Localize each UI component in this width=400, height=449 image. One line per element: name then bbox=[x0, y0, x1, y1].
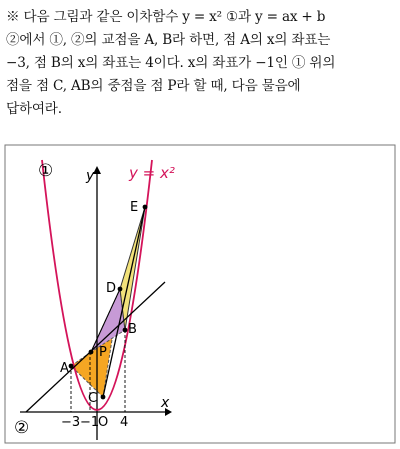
point-d-label: D bbox=[106, 281, 117, 296]
problem-line-4: 점을 점 C, AB의 중점을 점 P라 할 때, 다음 물음에 bbox=[6, 78, 301, 94]
problem-line-2: ②에서 ①, ②의 교점을 A, B라 하면, 점 A의 x의 좌표는 bbox=[6, 32, 331, 48]
figure-frame bbox=[5, 145, 395, 443]
tick-label-minus3: −3 bbox=[61, 415, 81, 430]
curve-label: y = x² bbox=[129, 164, 175, 182]
y-axis-label: y bbox=[86, 168, 95, 184]
graph-svg bbox=[0, 140, 400, 445]
segment-ce bbox=[103, 207, 145, 397]
point-b-label: B bbox=[128, 322, 137, 337]
point-c-label: C bbox=[88, 391, 98, 406]
graph-figure bbox=[0, 140, 400, 445]
problem-line-1: ※ 다음 그림과 같은 이차함수 y = x² ①과 y = ax + b bbox=[6, 9, 326, 25]
point-b-dot bbox=[123, 328, 128, 333]
point-e-dot bbox=[143, 205, 148, 210]
origin-label: O bbox=[98, 415, 109, 430]
point-d-dot bbox=[118, 287, 123, 292]
problem-text bbox=[6, 6, 398, 121]
point-a-label: A bbox=[60, 361, 69, 376]
curve-marker: ① bbox=[38, 161, 54, 181]
point-p-label: P bbox=[99, 345, 107, 360]
problem-line-3: −3, 점 B의 x의 좌표는 4이다. x의 좌표가 −1인 ① 위의 bbox=[6, 55, 336, 71]
x-axis-label: x bbox=[161, 395, 170, 411]
problem-line-5: 답하여라. bbox=[6, 101, 62, 117]
line-marker: ② bbox=[14, 418, 30, 438]
point-c-dot bbox=[101, 395, 106, 400]
point-p-dot bbox=[89, 350, 94, 355]
point-a-dot bbox=[69, 364, 74, 369]
point-e-label: E bbox=[130, 200, 139, 215]
tick-label-4: 4 bbox=[120, 415, 129, 430]
tick-label-minus1: −1 bbox=[80, 415, 100, 430]
